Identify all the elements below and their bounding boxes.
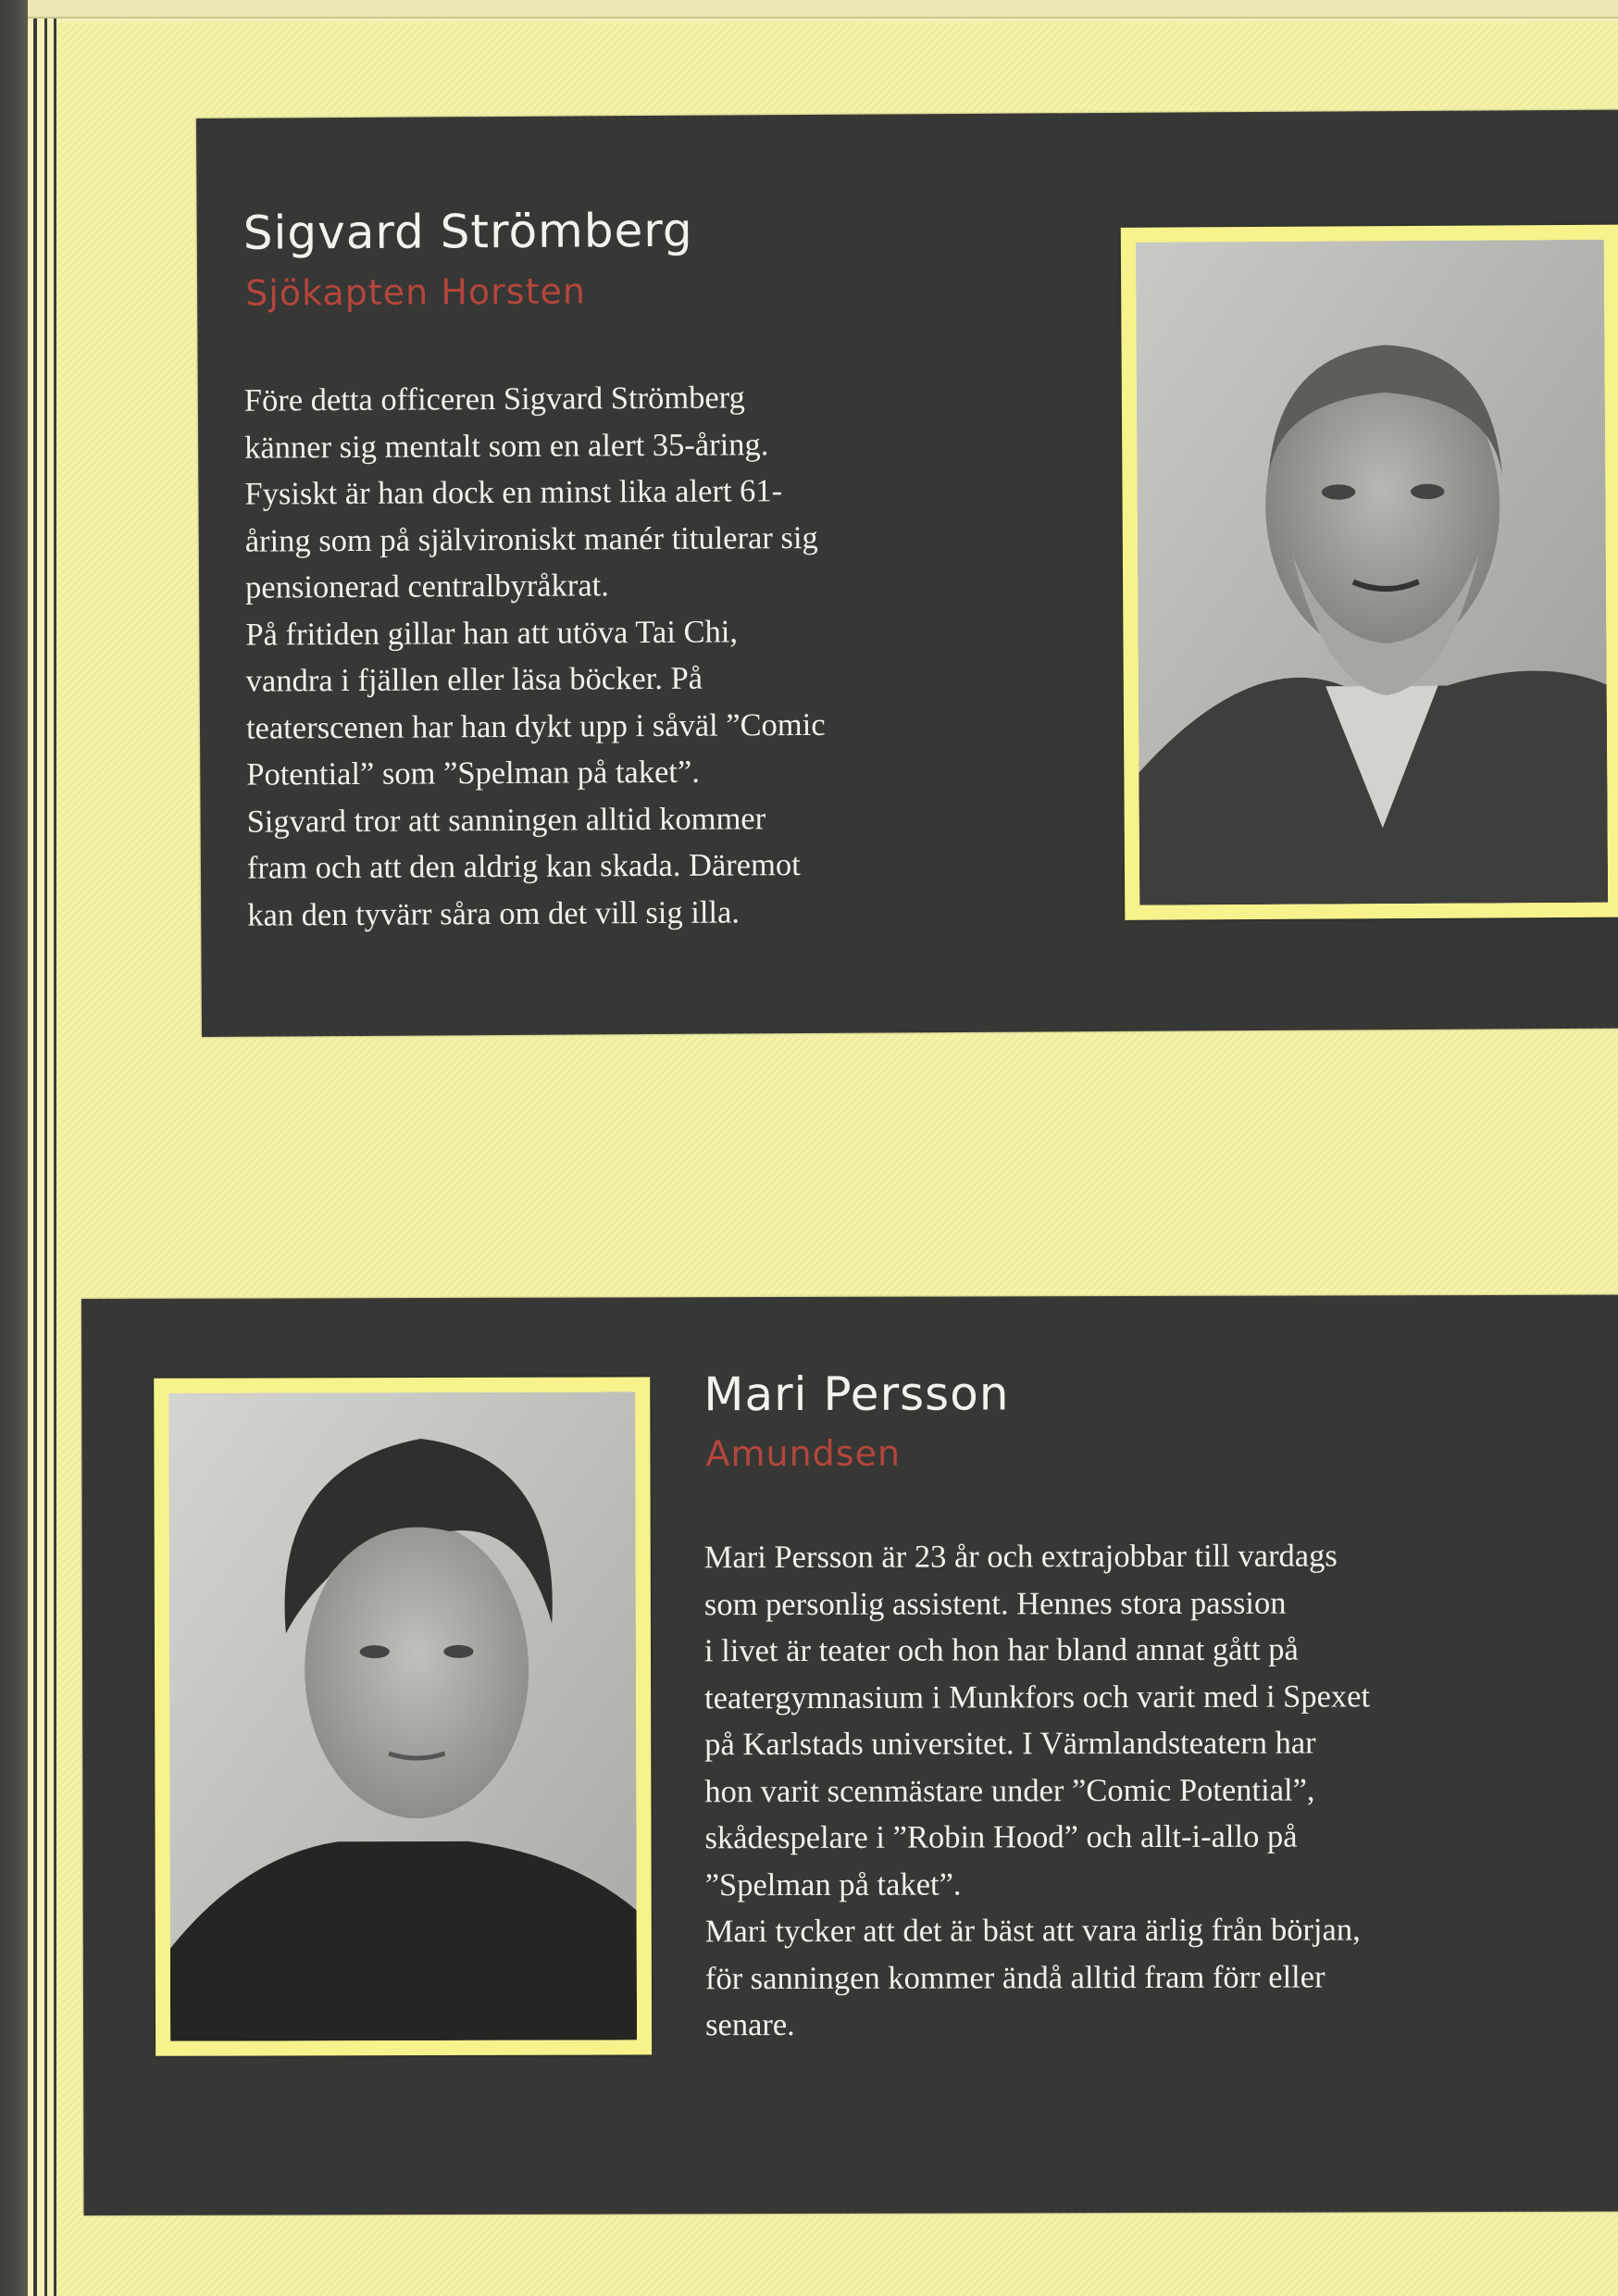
portrait-frame	[154, 1377, 652, 2055]
profile-role: Amundsen	[705, 1432, 902, 1475]
bio-line: känner sig mentalt som en alert 35-åring.	[244, 426, 769, 466]
bio-line: Potential” som ”Spelman på taket”.	[246, 754, 701, 792]
bio-line: Mari Persson är 23 år och extrajobbar till vardags	[703, 1538, 1338, 1576]
profile-role: Sjökapten Horsten	[245, 270, 587, 314]
bio-line: i livet är teater och hon har bland annat gått på	[703, 1631, 1299, 1669]
bio-line: Före detta officeren Sigvard Strömberg	[243, 380, 745, 418]
profile-bio	[244, 374, 827, 939]
bio-line: På fritiden gillar han att utöva Tai Chi,	[245, 613, 739, 653]
profile-bio	[704, 1532, 1371, 2048]
profile-card-mari	[81, 1295, 1618, 2215]
page-edge-line	[54, 0, 56, 2296]
bio-line: som personlig assistent. Hennes stora passion	[703, 1585, 1287, 1622]
bio-line: skådespelare i ”Robin Hood” och allt-i-allo på	[704, 1818, 1298, 1856]
bio-line: teaterscenen har han dykt upp i såväl ”Comic	[245, 706, 826, 746]
top-strip	[28, 0, 1618, 19]
portrait-photo-mari	[168, 1391, 637, 2040]
bio-line: för sanningen kommer ändå alltid fram förr eller	[704, 1958, 1326, 1996]
page-edge-line	[44, 0, 47, 2296]
bio-line: kan den tyvärr såra om det vill sig illa.	[247, 893, 741, 933]
bio-line: åring som på självironiskt manér titulerar sig	[244, 519, 818, 559]
bio-line: Sigvard tror att sanningen alltid kommer	[246, 800, 766, 840]
page-edge-line	[33, 0, 37, 2296]
bio-line: fram och att den aldrig kan skada. Däremot	[246, 847, 801, 886]
bio-line: pensionerad centralbyråkrat.	[244, 568, 609, 605]
bio-line: teatergymnasium i Munkfors och varit med i Spexet	[704, 1678, 1371, 1716]
bio-line: vandra i fjällen eller läsa böcker. På	[245, 660, 703, 699]
binding-edge	[0, 0, 28, 2296]
bio-line: Fysiskt är han dock en minst lika alert 61-	[244, 473, 783, 512]
bio-line: senare.	[705, 2006, 795, 2043]
portrait-frame	[1121, 225, 1618, 920]
bio-line: Mari tycker att det är bäst att vara ärlig från början,	[704, 1912, 1361, 1950]
bio-line: hon varit scenmästare under ”Comic Potential”,	[704, 1772, 1315, 1809]
profile-name: Sigvard Strömberg	[243, 203, 693, 260]
bio-line: ”Spelman på taket”.	[704, 1866, 962, 1903]
profile-name: Mari Persson	[703, 1366, 1010, 1422]
bio-line: på Karlstads universitet. I Värmlandsteatern har	[704, 1725, 1316, 1763]
profile-card-sigvard	[196, 110, 1618, 1037]
portrait-photo-sigvard	[1136, 240, 1608, 905]
